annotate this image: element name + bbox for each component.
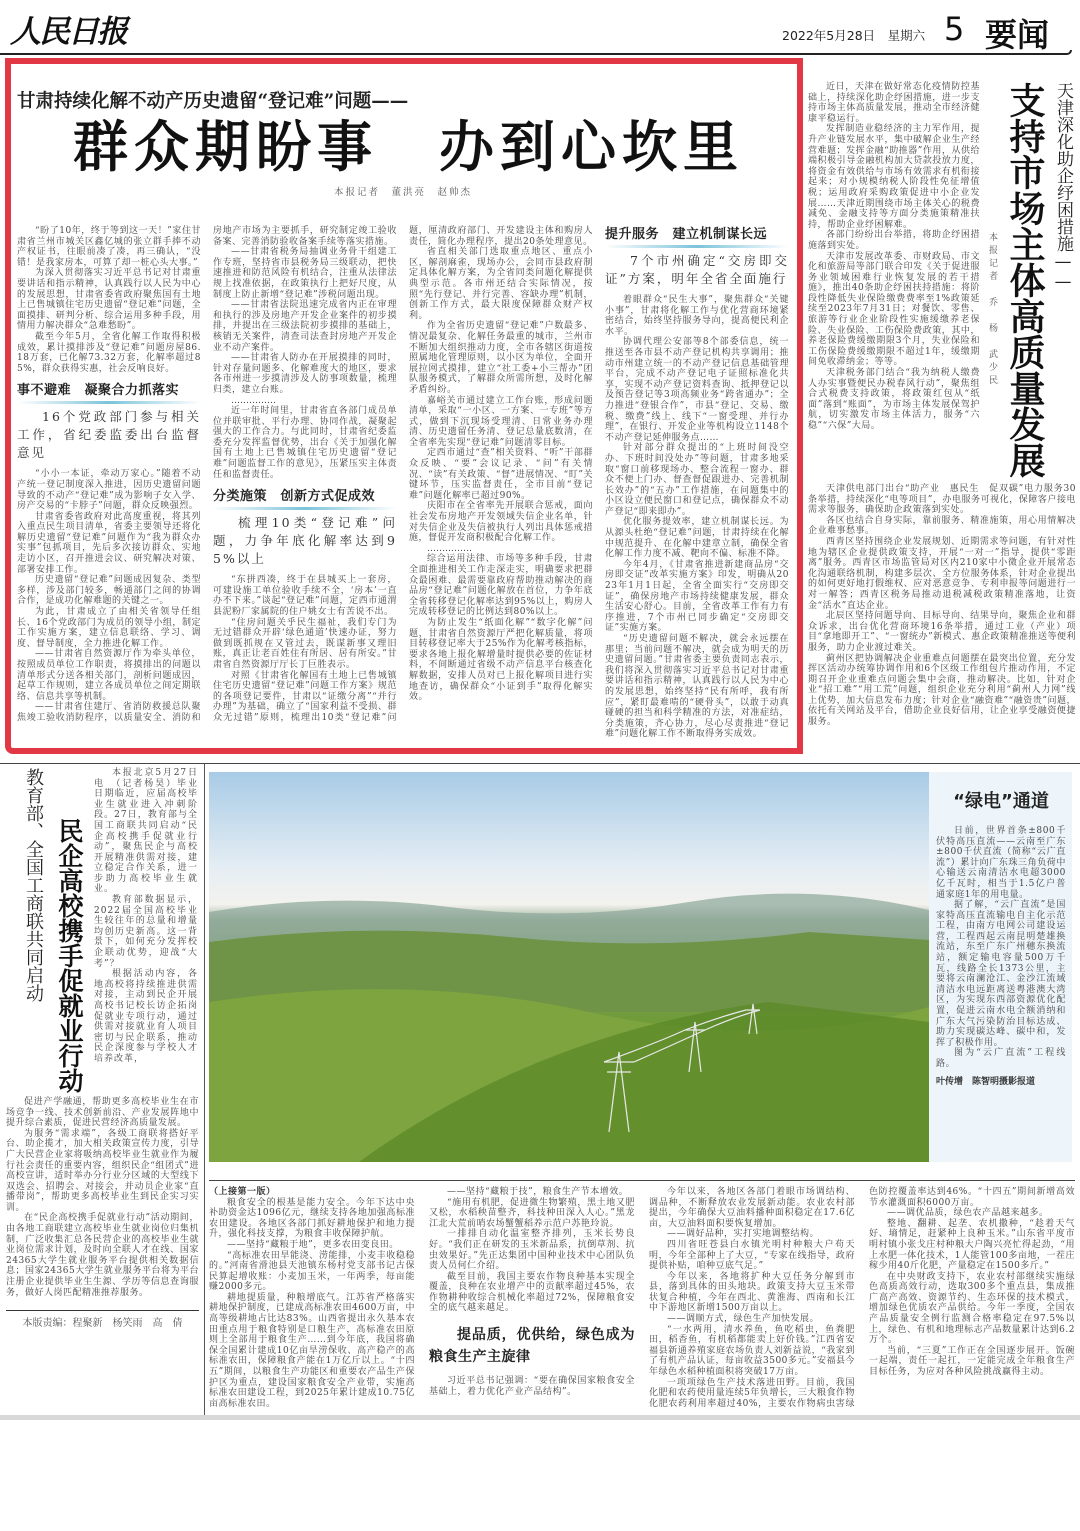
paragraph: 天津供电部门出台“助产业 惠民生 促双碳”电力服务30条举措，持续深化“电等项目”，办电服务可视化，保障客户接电需求等服务，确保助企政策落到实处。 (808, 484, 1076, 516)
paragraph: 为防止发生“纸面化解”“数字化解”问题，甘肃省自然资源厅严把化解质量，将项目转移登记率大于25%作为化解考核指标，要求各地上报化解增量时提供必要的佐证材料，不间断通过省级不动产信息平台核查化解数据，安排人员对已上报化解项目进行实地查访，确保群众“小证到手”取得化解实效。 (409, 617, 593, 703)
tianjin-article-top (808, 82, 1080, 478)
paragraph: 定西市通过“查”相关资料、“听”干部群众反映、“要”会议记录、“问”有关情况、“读”有关政策、“督”进展情况、“盯”关键环节，压实监督责任，全市目前“登记难”问题化解率已超过90%。 (409, 448, 593, 501)
paragraph: 一排排自动化温室整齐排列，玉米长势良好。“我们正在研发的玉米新品系，抗倒草剂、抗虫效果好。”先正达集团中国种业技术中心团队负责人员何仁介绍。 (429, 1229, 635, 1272)
paragraph: 当前，“三夏”工作正在全国逐步展开。饭碗一起端，责任一起扛，一定能完成全年粮食生产目标任务，为应对各种风险挑战赢得主动。 (869, 1345, 1075, 1378)
paragraph: 习近平总书记强调：“要在确保国家粮食安全基础上，着力优化产业产品结构”。 (429, 1376, 635, 1397)
paragraph: 今年以来，各地区各部门着眼市场调结构、调品种，不断释放农业发展新动能。农业农村部提出，今年确保大豆油料播种面积稳定在17.6亿亩，大豆油料面积要恢复增加。 (649, 1186, 855, 1229)
paragraph: 本报北京5月27日电 （记者杨昊）毕业日期临近，应届高校毕业生就业进入冲刺阶段。27日，教育部与全国工商联共同启动“民企高校携手促就业行动”，聚焦民企与高校开展精准供需对接，建立稳定合作关系，进一步助力高校毕业生就业。 (94, 767, 198, 895)
paragraph: ——甘肃省人防办在开展摸排的同时，针对存量问题多、化解难度大的地区，要求各市州进一步摸清涉及人防事项数量，梳理归类，建立台账。 (213, 353, 397, 395)
grain-article-body (209, 1187, 1075, 1415)
paragraph: 教育部数据显示，2022届全国高校毕业生较往年的总量和增量均创历史新高。这一背景下，如何充分发挥校企联动优势，迎战“大考”？ (94, 895, 198, 969)
paragraph: 综合运用法律、市场等多种手段，甘肃全面推进相关工作走深走实，明确要求把群众最困难、最需要靠政府帮助推动解决的商品房“登记难”问题化解放在首位，力争年底全省转移登记化解率达到95%以上，购房人完成转移登记的比例达到80%以上。 (409, 554, 593, 618)
paragraph: 着眼群众“民生大事”，聚焦群众“关键小事”，甘肃将化解工作与优化营商环境紧密结合，始终坚持服务导向，提高便民利企水平。 (605, 295, 789, 337)
employment-article (0, 764, 205, 1415)
paragraph: 在中央财政支持下，农业农村部继续实施绿色高质高效行动，选取300多个重点县，集成推广高产高效、资源节约、生态环保的技术模式，增加绿色优质农产品供给。今年一季度，全国农产品质量安全例行监测合格率稳定在97.5%以上，绿色、有机和地理标志产品数量累计达到6.2万个。 (869, 1271, 1075, 1346)
paragraph: 根据活动内容，各地高校将持续推进供需对接，主动到民企开展高校书记校长访企拓岗促就业专项行动，通过供需对接就业育人项目密切与民企联系，推动民企深度参与学校人才培养改革， (94, 969, 198, 1064)
paragraph: 省直相关部门选取重点地区、重点小区，解剖麻雀，现场办公，会同市县政府制定具体化解方案，为全省同类问题化解提供典型示范。各市州还结合实际情况，按照“先行登记、并行完善、容缺办理”机制，创新工作方式，最大限度保障群众财产权利。 (409, 247, 593, 321)
page-bottom-edge (0, 1415, 1080, 1420)
paragraph: …………… (231, 395, 276, 406)
paragraph: ——调好品种，实打实地调整结构。 (667, 1229, 820, 1240)
paragraph: 协调代理公安部等8个部委信息，统一推送至各市县不动产登记机构共享调用；推动市州建立统一的不动产登记信息基础管理平台，完成不动产登记电子证照标准化共享，实现不动产登记资料查询、抵押登记以及预告登记等3项高频业务“跨省通办”；全力推进“登银合作”，市县“登记、交易、缴税、缴费”线上、线下“一窗受理、并行办理”，在银行、开发企业等机构设立1148个不动产登记延伸服务点…… (605, 337, 789, 443)
photo-story (209, 772, 1075, 1162)
paragraph: 天津市发展改革委、市财政局、市文化和旅游局等部门联合印发《关于促进服务业领域困难行业恢复发展的若干措施》，推出40条助企纾困扶持措施：将阶段性降低失业保险缴费费率至1%政策延续至2023年7月31日；对餐饮、零售、旅游等行业企业阶段性实施缓缴养老保险、失业保险、工伤保险费政策，其中，养老保险费缓缴期限3个月，失业保险和工伤保险费缓缴期限不超过1年，缓缴期间免收滞纳金；等等。 (808, 251, 980, 368)
lead-article-kicker: 甘肃持续化解不动产历史遗留“登记难”问题—— (17, 91, 409, 112)
paragraph: ——调顺方式，绿色生产加快发展。 (667, 1314, 820, 1325)
paragraph: “小小一本证，牵动万家心。”随着不动产统一登记制度深入推进，因历史遗留问题导致的不动产“登记难”成为影响子女入学、房产交易的“卡脖子”问题，群众反映强烈。 (17, 469, 201, 512)
paragraph: 北辰区坚持问题导向、目标导向、结果导向，聚焦企业和群众诉求，出台优化营商环境16条举措，通过工业（产业）项目“拿地即开工”、“一窗统办”新模式、惠企政策精准推送等便利服务，助力企业渡过难关。 (808, 611, 1076, 653)
lead-article-body (17, 226, 789, 740)
paragraph-group (17, 226, 201, 374)
newspaper-logo: 人民日报 (10, 14, 126, 50)
paragraph: 四川省旺苍县白水镇光明村种粮大户苟天明，今年全部种上了大豆，“专家在线指导，政府提供补贴，咱种豆底气足。” (649, 1239, 855, 1272)
paragraph: 发挥制造业稳经济的主力军作用，提升产业链发展水平，集中破解企业生产经营难题；发挥金融“助推器”作用，从供给端积极引导金融机构加大贷款投放力度，将资金有效供给与市场有效需求有机衔接起来；对小规模纳税人阶段性免征增值税；运用政府采购政策促进中小企业发展……天津近期围绕市场主体关心的税费减免、金融支持等方面分类施策精准扶持，帮助企业纾困解难。 (808, 124, 980, 230)
paragraph: 蓟州区把协调解决企业重难点问题摆在最突出位置，充分发挥区活动办统筹协调作用和6个区级工作组包片推动作用，不定期召开企业重难点问题会集中会商，推动解决。比如，针对企业“招工难”“用工荒”问题，组织企业充分利用“蓟州人力网”线上优势，加大信息发布力度；针对企业“融资难”“融资贵”问题，依托有关网站及平台，借助企业良好信用，让企业享受融资便捷服务。 (808, 653, 1076, 728)
paragraph: 截至今年5月，全省化解工作取得积极成效，累计摸排涉及“登记难”问题房屋86.18万套，已化解73.32万套，化解率超过85%，群众获得实惠，社会反响良好。 (17, 331, 201, 374)
tianjin-article-body-top (808, 82, 980, 432)
paragraph: 促进产学融通，帮助更多高校毕业生在市场竞争一线、技术创新前沿、产业发展阵地中提升综合素质，促进民营经济高质量发展。 (6, 1096, 199, 1129)
section-name: 要闻 (985, 16, 1050, 54)
employment-article-title: 民企高校携手促就业行动 (55, 817, 84, 1093)
paragraph: 作为全省历史遗留“登记难”户数最多、情况最复杂、化解任务最重的城市，兰州市不断加大组织推动力度，全市各辖区街道按照属地化管理原则，以小区为单位，全面开展拉网式摸排，建立“社工委+小三帮办”团队服务模式，了解群众所需所想，及时化解矛盾纠纷。 (409, 321, 593, 395)
employment-article-body-top (94, 768, 198, 1065)
paragraph: ——调优品质，绿色农产品越来越多。 (887, 1208, 1049, 1219)
bottom-right-area (209, 764, 1075, 1415)
paragraph: …………… (427, 543, 472, 554)
paragraph: “施用有机肥，促进微生物繁殖，黑土地又肥又松，水稻秧苗整齐，科技种田深入人心。”黑龙江北大荒前哨农场蟹蟹稻养示范户苏艳玲说。 (429, 1197, 635, 1229)
paragraph: “历史遗留问题不解决，就会永远摆在那里；当前问题不解决，就会成为明天的历史遗留问题。”甘肃省委主要负责同志表示，我们将深入贯彻落实习近平总书记对甘肃重要讲话和指示精神，认真践行以人民为中心的发展思想，始终坚持“民有所呼，我有所应”，紧盯最难啃的“硬骨头”，以敢于动真碰硬的担当和科学精准的方法，对准症结，分类施策，齐心协力，尽心尽责推进“登记难”问题化解工作不断取得务实成效。 (605, 634, 789, 740)
paragraph: 嘉峪关市通过建立工作台账，形成问题清单，采取“一小区、一方案、一专班”等方式，做到下沉现场受理清、日常业务办理清、历史遗留任务清、登记总量底数清，在全省率先实现“登记难”问题清零目标。 (409, 395, 593, 448)
photo-caption-panel (929, 772, 1072, 1162)
paragraph: 天津税务部门结合“我为纳税人缴费人办实事暨便民办税春风行动”，聚焦组合式税费支持政策，将政策红包从“纸面”落到“账面”，为市场主体发展保驾护航，切实激发市场主体活力，服务“六稳”“六保”大局。 (808, 368, 980, 431)
paragraph: 图为“云广直流”工程线路。 (936, 1048, 1066, 1069)
paragraph: 甘肃省委省政府对此高度重视，将其列入重点民生项目清单，省委主要领导还将化解历史遗留“登记难”问题作为“我为群众办实事”包抓项目，先后多次接访群众、实地走访小区，召开推进会议、研究解决对策、部署安排工作。 (17, 511, 201, 575)
section-heading: 分类施策 创新方式促成效 (213, 488, 397, 510)
paragraph: 在“民企高校携手促就业行动”活动期间，由各地工商联建立高校毕业生就业岗位归集机制，广泛收集汇总各民营企业的高校毕业生就业岗位需求计划，及时向全联人才在线、国家24365大学生就业服务平台提供相关数据信息；国家24365大学生就业服务平台将为平台注册企业提供毕业生生源、学历等信息查询服务，做好人岗匹配精准推荐服务。 (6, 1213, 199, 1298)
paragraph: 各区也结合自身实际，靠前服务、精准施策，用心用情解决企业难事愁事。 (808, 515, 1076, 537)
paragraph: 截至目前，我国主要农作物良种基本实现全覆盖，良种在农业增产中的贡献率超过45%，农作物耕种收综合机械化率超过72%，保障粮食安全的底气越来越足。 (429, 1271, 635, 1314)
paragraph: ——甘肃省自然资源厅作为牵头单位，按照成员单位工作职责，将摸排出的问题以清单形式分送各相关部门，剖析问题成因，起草工作规则，建立各成员单位之间定期联络、信息共享等机制。 (17, 649, 201, 702)
paragraph: 近日，天津在做好常态化疫情防控基础上，持续深化助企纾困措施，进一步支持市场主体高质量发展，推动全市经济健康平稳运行。 (808, 82, 980, 124)
top-row (0, 58, 1080, 754)
paragraph: 庆阳市在全省率先开展联合惩戒，面向社会发布房地产开发领域失信企业名单，针对失信企业及失信被执行人列出具体惩戒措施，督促开发商积极配合化解工作。 (409, 501, 593, 544)
paragraph: 据了解，“云广直流”是国家特高压直流输电自主化示范工程，由南方电网公司建设运营，工程西起云南昆明楚雄换流站，东至广东广州穗东换流站，额定输电容量500万千瓦，线路全长1373公里，主要将云南澜沧江、金沙江流域清洁水电远距离送粤港澳大湾区，为实现东西部资源优化配置，促进云南水电全额消纳和广东大气污染防治目标达成、助力实现碳达峰、碳中和，发挥了积极作用。 (936, 900, 1066, 1048)
paragraph: 近一年时间里，甘肃省直各部门成员单位并联审批、平行办理、协同作战，凝聚起强大的工作合力。与此同时，甘肃省纪委监委充分发挥监督优势，出台《关于加强化解国有土地上已售城镇住宅历史遗留“登记难”问题监督工作的意见》，压紧压实主体责任和监督责任。 (213, 406, 397, 480)
tianjin-article-kicker: 天津深化助企纾困措施—— (1053, 82, 1073, 292)
landscape-illustration (209, 772, 929, 1162)
lead-article-title: 群众期盼事 办到心坎里 (73, 115, 745, 179)
paragraph: “高标准农田旱能浇、涝能排，小麦丰收稳稳的。”河南省滑池县天池镇东杨村党支部书记古保民算起增收账：小麦加玉米，一年两季，每亩能赚2000多元。 (209, 1250, 415, 1293)
paragraph: ——坚持“藏粮于地”，更多农田变良田。 (227, 1239, 399, 1250)
paragraph: 西青区坚持围绕企业发展规划、近期需求等问题，有针对性地为辖区企业提供政策支持，开展“一对一”指导，提供“零距离”服务。西青区市场监管局对区内210家中小微企业开展常态化沟通联络机制，构建多层次、全方位服务体系，针对企业提出的如何更好地打假维权、应对恶意竞争、专利申报等问题进行一对一解答；西青区税务局推动退税减税政策精准落地，让资金“活水”直达企业。 (808, 536, 1076, 611)
employment-article-top (6, 768, 199, 1093)
employment-article-body-bottom (6, 1097, 199, 1298)
footer-divider (6, 1310, 199, 1311)
paragraph: 为深入贯彻落实习近平总书记对甘肃重要讲话和指示精神，认真践行以人民为中心的发展思想，甘肃省委省政府聚焦国有土地上已售城镇住宅历史遗留“登记难”问题，全面摸排、研判分析、综合运用多种手段，用情用力解决群众“急难愁盼”。 (17, 268, 201, 332)
photo-story-title: “绿电”通道 (953, 790, 1049, 812)
photo-credit: 叶传增 陈智明摄影报道 (936, 1076, 1036, 1087)
employment-article-kicker: 教育部、全国工商联共同启动 (23, 767, 44, 1002)
tianjin-article-title: 支持市场主体高质量发展 (1004, 82, 1045, 478)
bottom-row (0, 764, 1080, 1415)
section-subheading: 梳理10类“登记难”问题，力争年底化解率达到95%以上 (213, 515, 397, 567)
tianjin-article (808, 58, 1080, 754)
grain-article-subheading: 提品质，优供给，绿色成为粮食生产主旋律 (429, 1327, 635, 1366)
section-subheading: 7个市州确定“交房即交证”方案，明年全省全面施行 (605, 253, 789, 286)
paragraph: 历史遗留“登记难”问题成因复杂、类型多样，涉及部门较多，畅通部门之间的协调合作，是成功化解难题的关键之一。 (17, 575, 201, 607)
paragraph-group (605, 295, 789, 740)
section-divider (209, 1180, 1075, 1181)
paragraph: “住房问题关乎民生福祉，我们专门为无过错群众开辟‘绿色通道’快速办证，努力做到既抓规在又管过去，既谋新事又理旧账，真正让老百姓住有所居、居有所安。”甘肃省自然资源厅厅长丁巨胜表示。 (213, 617, 397, 670)
section-heading: 提升服务 建立机制谋长远 (605, 226, 789, 248)
lead-article-byline: 本报记者 董洪亮 赵帅杰 (333, 187, 472, 198)
paragraph: ——坚持“藏粮于技”，粮食生产节本增效。 (447, 1186, 629, 1197)
paragraph: 对照《甘肃省化解国有土地上已售城镇住宅历史遗留“登记难”问题工作方案》规范的各项登记要件，甘肃以“证缴分离”“并行办理”为基础，确立了“国家利益不受损、群众无过错”原则，梳理出10类“登记难”问题，厘清政府部门、开发建设主体和购房人责任，简化办理程序，提出20条处理意见。 (213, 226, 593, 723)
paragraph: 一项项绿色生产技术落进田野。目前，我国化肥和农药使用量连续5年负增长，三大粮食作物化肥农药利用率超过40%，主要农作物病虫害绿色防控覆盖率达到46%。“十四五”期间新增高效节水灌溉面积6000万亩。 (649, 1186, 1075, 1409)
paragraph: 为服务“需求端”，各级工商联将搭好平台、助企揽才，加大相关政策宣传力度，引导广大民营企业家将吸纳高校毕业生就业作为履行社会责任的重要内容，组织民企“组团式”进高校宣讲，适时举办分行业分区域的大型线下双选会、招聘会、对接会，并动员企业家“直播带岗”，帮助更多高校毕业生到民企实习实训。 (6, 1128, 199, 1213)
paragraph: “东拼西凑，终于在县城买上一套房，可建设施工单位验收手续不全，‘房本’一直办不下来。”谈起“登记难”问题，定西市通渭县泥粉厂家属院的住户姚女士有苦说不出。 (213, 575, 397, 618)
paragraph: 针对部分群众提出的“上班时间没空办、下班时间没处办”等问题，甘肃多地采取“窗口前移现场办、整合流程一窗办、群众不便上门办、督查督促跟进办、完善机制长效办”的“五办”工作措施，在问题集中的小区设立便民窗口和登记点，确保群众不动产登记“即来即办”。 (605, 443, 789, 517)
power-line-landscape-photo (209, 772, 929, 1162)
lead-article-frame (5, 58, 803, 754)
paragraph: ——甘肃省法院迅速完成省内正在审理和执行的涉及房地产开发企业案件的初步摸排，并提出在三级法院初步摸排的基础上，核销无关案件，清查司法查封房地产开发企业不动产案件。 (213, 300, 397, 353)
continued-label: （上接第一版） (209, 1186, 276, 1197)
paragraph: 整地、翻耕、起垄、农机撒种，“趁着天气好、墒情足，赶紧种上良种玉米。”山东省平度市明村镇小张戈庄村种粮大户陶兴亮忙得起劲，“用上水肥一体化技术，1人能管100多亩地，一茬庄稼少用40斤化肥，产量稳定在1500多斤。” (869, 1218, 1075, 1272)
paragraph: 今年4月，《甘肃省推进新建商品房“交房即交证”改革实施方案》印发，明确从2023年1月1日起，全省全面实行“交房即交证”，确保房地产市场持续健康发展，群众生活安心舒心。目前，全省改革工作有力有序推进，7个市州已同步确定“交房即交证”实施方案。 (605, 559, 789, 634)
page-number: 5 (944, 10, 965, 48)
masthead-rule (0, 50, 1072, 55)
paragraph: 粮食安全的根基是能力安全。今年下达中央补助资金达1096亿元，继续支持各地加强高标准农田建设。各地区各部门抓好耕地保护和地力提升，强化科技支撑，为粮食丰收保障护航。 (209, 1197, 415, 1240)
tianjin-article-body-bottom (808, 484, 1080, 728)
section-heading: 事不避难 凝聚合力抓落实 (17, 382, 201, 404)
paragraph: 为此，甘肃成立了由相关省领导任组长、16个党政部门为成员的领导小组，制定工作实施方案，建立信息联络、学习、调度、督导制度，全力推进化解工作。 (17, 607, 201, 649)
section-subheading: 16个党政部门参与相关工作，省纪委监委出台监督意见 (17, 409, 201, 461)
paragraph: “盼了10年，终于等到这一天！”家住甘肃省兰州市城关区鑫亿城的张立群手捧不动产权证书，往眼前凑了凑，再三确认，“没错！是我家房本，可算了却一桩心头大事。” (17, 226, 201, 268)
issue-date: 2022年5月28日 星期六 (782, 28, 926, 43)
paragraph: 各部门纷纷出台举措，将助企纾困措施落到实处。 (808, 230, 980, 251)
paragraph: 日前，世界首条±800千伏特高压直流——云南至广东±800千伏直流（简称“云广直流”）累计向广东珠三角负荷中心输送云南清洁水电超3000亿千瓦时，相当于1.5亿户普通家庭1年的用电量。 (936, 825, 1067, 900)
page-editors: 本版责编：程聚新 杨笑雨 高 倩 (22, 1318, 183, 1330)
masthead (0, 0, 1080, 56)
paragraph: ——甘肃省税务局抽调业务骨干组建工作专班，坚持省市县税务局三级联动，把快速推进和防范风险有机结合，注重从法律法规上找准依据，在政策执行上把好尺度，从制度上防止新增“登记难”涉税问题出现。 (213, 247, 397, 300)
paragraph: “一水两用，清水养鱼，鱼吃稻虫，鱼粪肥田，稻香鱼，有机稻都能卖上好价钱。”江西省安福县新通养殖家庭农场负责人刘新益说，“我家到了有机产品认证，每亩收益3500多元。”安福县今年绿色水稻种植面积将突破17万亩。 (649, 1324, 856, 1378)
paragraph: 今年以来，各地将扩种大豆任务分解到市县，落到具体的田头地块。政策支持大豆玉米带状复合种植，今年在西北、黄淮海、西南和长江中下游地区新增1500万亩以上。 (649, 1271, 855, 1314)
photo-story-text (936, 826, 1066, 1070)
paragraph: 耕地提质量，种粮增底气。江苏省严格落实耕地保护制度，已建成高标准农田4600万亩，中高等级耕地占比达83%。山西省提出永久基本农田重点用于粮食特别是口粮生产，高标准农田原则上全部用于粮食生产……到今年底，我国将确保全国累计建成10亿亩旱涝保收、高产稳产的高标准农田，保障粮食产能在1万亿斤以上。“十四五”期间，以粮食生产功能区和重要农产品生产保护区为重点，建设国家粮食安全产业带，实施高标准农田建设工程，到2025年累计建成10.75亿亩高标准农田。 (209, 1292, 415, 1409)
paragraph: ——甘肃省住建厅、省消防救援总队聚焦竣工验收消防程序，以质量安全、消防和房地产市场为主要抓手，研究制定竣工验收备案、完善消防验收备案手续等落实措施。 (17, 226, 397, 723)
tianjin-article-byline: 本报记者 乔 杨 武少民 (987, 232, 997, 388)
paragraph: 优化服务提效率，建立机制谋长远。为从源头杜绝“登记难”问题，甘肃持续在化解中规范提升、在化解中建章立制，确保全省化解工作力度不减、靶向不偏、标准不降。 (605, 517, 789, 560)
